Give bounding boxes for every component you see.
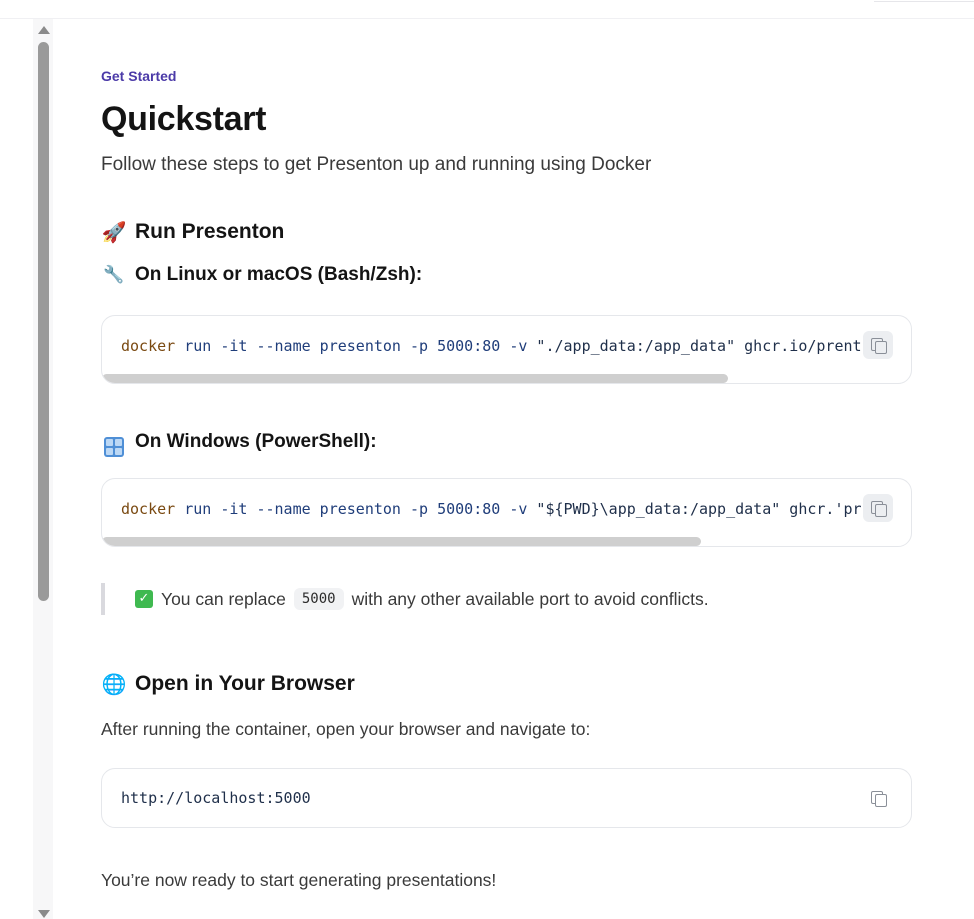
callout-inline-code: 5000 xyxy=(294,588,344,610)
callout-text-after: with any other available port to avoid conflicts. xyxy=(351,588,709,609)
copy-icon xyxy=(870,500,886,516)
heading-open-browser xyxy=(101,672,355,696)
top-bar xyxy=(0,0,974,19)
callout-text-before: You can replace xyxy=(161,588,286,609)
page-title: Quickstart xyxy=(101,100,267,138)
code-args: run -it --name presenton -p 5000:80 -v xyxy=(184,337,528,355)
code-block-linux[interactable] xyxy=(101,315,912,384)
heading-linux-macos-label: On Linux or macOS (Bash/Zsh): xyxy=(135,264,423,285)
copy-icon xyxy=(870,337,886,353)
copy-icon xyxy=(870,790,886,806)
heading-run-presenton-label: Run Presenton xyxy=(135,220,285,243)
heading-windows xyxy=(101,427,377,457)
heading-run-presenton xyxy=(101,220,284,244)
globe-icon: 🌐 xyxy=(101,672,127,696)
windows-icon xyxy=(101,427,127,457)
check-icon: ✓ xyxy=(135,590,153,608)
code-tail: ent xyxy=(834,337,862,355)
code-block-url[interactable] xyxy=(101,768,912,828)
code-args: run -it --name presenton -p 5000:80 -v xyxy=(184,500,528,518)
code-line-linux xyxy=(121,337,862,355)
rocket-icon: 🚀 xyxy=(101,220,127,244)
scrollbar-thumb[interactable] xyxy=(38,42,49,601)
code-volume: "./app_data:/app_data" xyxy=(536,337,736,355)
section-eyebrow: Get Started xyxy=(101,68,177,84)
code-url: http://localhost:5000 xyxy=(121,789,311,807)
copy-button-url[interactable] xyxy=(863,784,893,812)
heading-windows-label: On Windows (PowerShell): xyxy=(135,431,377,452)
code-command: docker xyxy=(121,337,176,355)
scroll-down-arrow-icon[interactable] xyxy=(38,910,50,918)
copy-button-windows[interactable] xyxy=(863,494,893,522)
code-tail: 'pr xyxy=(834,500,862,518)
page-description: Follow these steps to get Presenton up and running using Docker xyxy=(101,154,652,175)
ready-message: You’re now ready to start generating presentations! xyxy=(101,870,497,890)
code-hscroll-windows[interactable] xyxy=(102,537,701,546)
code-image: ghcr. xyxy=(789,500,835,518)
code-line-windows xyxy=(121,500,862,518)
wrench-icon: 🔧 xyxy=(103,265,125,285)
code-block-windows[interactable] xyxy=(101,478,912,547)
port-callout xyxy=(101,583,709,615)
code-hscroll-linux[interactable] xyxy=(102,374,728,383)
heading-linux-macos xyxy=(101,264,422,286)
top-bar-corner xyxy=(874,0,974,2)
code-volume: "${PWD}\app_data:/app_data" xyxy=(536,500,781,518)
copy-button-linux[interactable] xyxy=(863,331,893,359)
scroll-up-arrow-icon[interactable] xyxy=(38,26,50,34)
code-image: ghcr.io/pr xyxy=(744,337,835,355)
heading-open-browser-label: Open in Your Browser xyxy=(135,672,355,695)
browser-instructions: After running the container, open your browser and navigate to: xyxy=(101,719,591,739)
code-command: docker xyxy=(121,500,176,518)
